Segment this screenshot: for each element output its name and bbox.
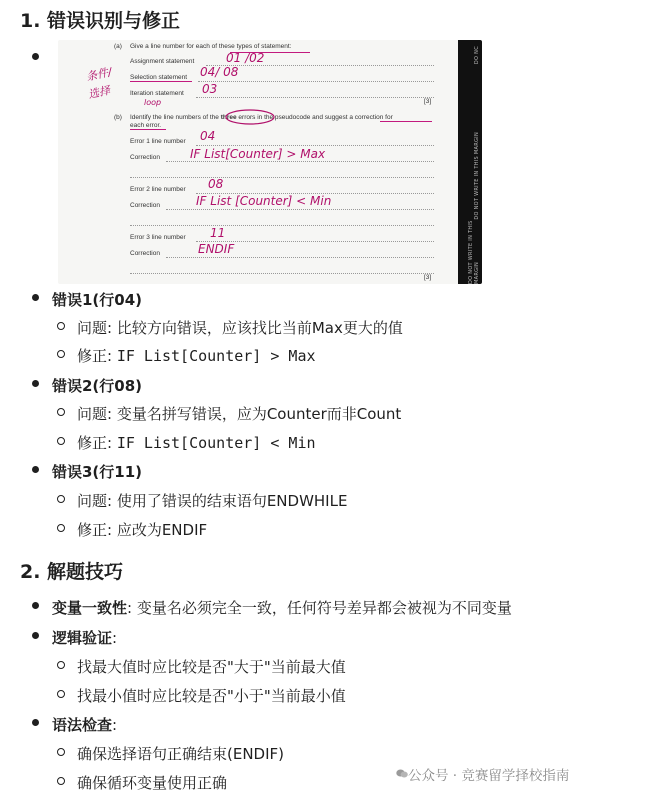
error1-label: Error 1 line number xyxy=(130,138,186,145)
handwritten-iter: 03 xyxy=(202,82,218,96)
answer-line xyxy=(130,225,434,226)
bullet-ring xyxy=(57,690,65,698)
answer-line xyxy=(166,209,434,210)
error-problem: 问题: 变量名拼写错误，应为Counter而非Count xyxy=(77,405,402,423)
bullet-dot xyxy=(32,602,39,609)
handwritten-e2: 08 xyxy=(208,177,224,191)
tip-sub: 确保选择语句正确结束(ENDIF) xyxy=(77,745,285,763)
error-label: 错误3(行11) xyxy=(52,463,143,481)
tip: 语法检查: xyxy=(52,716,118,734)
underline xyxy=(130,81,192,82)
bullet-dot xyxy=(32,380,39,387)
handwritten-assign: 01 /02 xyxy=(226,51,265,65)
answer-line xyxy=(130,273,434,274)
selection-label: Selection statement xyxy=(130,74,188,81)
iteration-label: Iteration statement xyxy=(130,90,184,97)
bullet-dot xyxy=(32,294,39,301)
error-fix: 修正: IF List[Counter] > Max xyxy=(77,347,316,365)
handwritten-note: 选择 xyxy=(86,83,112,102)
bullet-ring xyxy=(57,322,65,330)
answer-line xyxy=(196,97,434,98)
answer-line xyxy=(130,177,434,178)
answer-line xyxy=(196,145,434,146)
qb-text-2: each error. xyxy=(130,122,162,129)
bullet-ring xyxy=(57,350,65,358)
exam-question-image xyxy=(58,40,482,284)
error-fix: 修正: 应改为ENDIF xyxy=(77,521,208,539)
bullet-dot xyxy=(32,632,39,639)
bullet-ring xyxy=(57,777,65,785)
error-label: 错误1(行04) xyxy=(52,291,143,309)
mark-b: [3] xyxy=(424,274,432,281)
handwritten-e3: 11 xyxy=(210,226,226,240)
correction-label: Correction xyxy=(130,202,160,209)
underline xyxy=(380,121,432,122)
margin-text: DO NOT WRITE IN THIS MARGIN xyxy=(468,220,480,284)
mark-a: [3] xyxy=(424,98,432,105)
qa-text: Give a line number for each of these types of statement: xyxy=(130,43,292,50)
handwritten-loop: loop xyxy=(144,98,162,107)
qb-label: (b) xyxy=(114,114,122,121)
bullet-ring xyxy=(57,408,65,416)
tip-sub: 找最大值时应比较是否"大于"当前最大值 xyxy=(77,658,346,676)
correction-label: Correction xyxy=(130,154,160,161)
answer-line xyxy=(198,81,434,82)
underline xyxy=(130,129,166,130)
bullet-ring xyxy=(57,495,65,503)
handwritten-c1: IF List[Counter] > Max xyxy=(190,147,326,161)
handwritten-c2: IF List [Counter] < Min xyxy=(196,194,332,208)
qb-text: Identify the line numbers of the three errors in the pseudocode and suggest a correction for xyxy=(130,114,393,121)
answer-line xyxy=(166,161,434,162)
bullet-ring xyxy=(57,524,65,532)
section-title-2: 2. 解题技巧 xyxy=(20,561,124,583)
section-title-1: 1. 错误识别与修正 xyxy=(20,10,181,32)
answer-line xyxy=(206,65,434,66)
tip-sub: 找最小值时应比较是否"小于"当前最小值 xyxy=(77,687,346,705)
bullet-dot xyxy=(32,53,39,60)
correction-label: Correction xyxy=(130,250,160,257)
bullet-ring xyxy=(57,661,65,669)
handwritten-c3: ENDIF xyxy=(198,242,235,256)
margin-text: DO NOT WRITE IN THIS MARGIN xyxy=(474,132,480,220)
bullet-dot xyxy=(32,466,39,473)
circle-annotation xyxy=(224,108,276,126)
answer-line xyxy=(166,257,434,258)
error-problem: 问题: 比较方向错误，应该找比当前Max更大的值 xyxy=(77,319,403,337)
wechat-icon xyxy=(396,769,408,778)
error-problem: 问题: 使用了错误的结束语句ENDWHILE xyxy=(77,492,348,510)
tip-sub: 确保循环变量使用正确 xyxy=(77,774,228,792)
handwritten-note: 条件/ xyxy=(85,65,113,84)
error2-label: Error 2 line number xyxy=(130,186,186,193)
handwritten-e1: 04 xyxy=(200,129,216,143)
tip: 逻辑验证: xyxy=(52,629,118,647)
error3-label: Error 3 line number xyxy=(130,234,186,241)
margin-text: DO NC xyxy=(474,46,480,65)
bullet-ring xyxy=(57,748,65,756)
assignment-label: Assignment statement xyxy=(130,58,195,65)
bullet-dot xyxy=(32,719,39,726)
watermark: 公众号 · 竞赛留学择校指南 xyxy=(408,768,570,784)
handwritten-select: 04/ 08 xyxy=(200,65,239,79)
error-fix: 修正: IF List[Counter] < Min xyxy=(77,434,316,452)
tip: 变量一致性: 变量名必须完全一致，任何符号差异都会被视为不同变量 xyxy=(52,599,512,617)
error-label: 错误2(行08) xyxy=(52,377,143,395)
qa-label: (a) xyxy=(114,43,122,50)
bullet-ring xyxy=(57,437,65,445)
